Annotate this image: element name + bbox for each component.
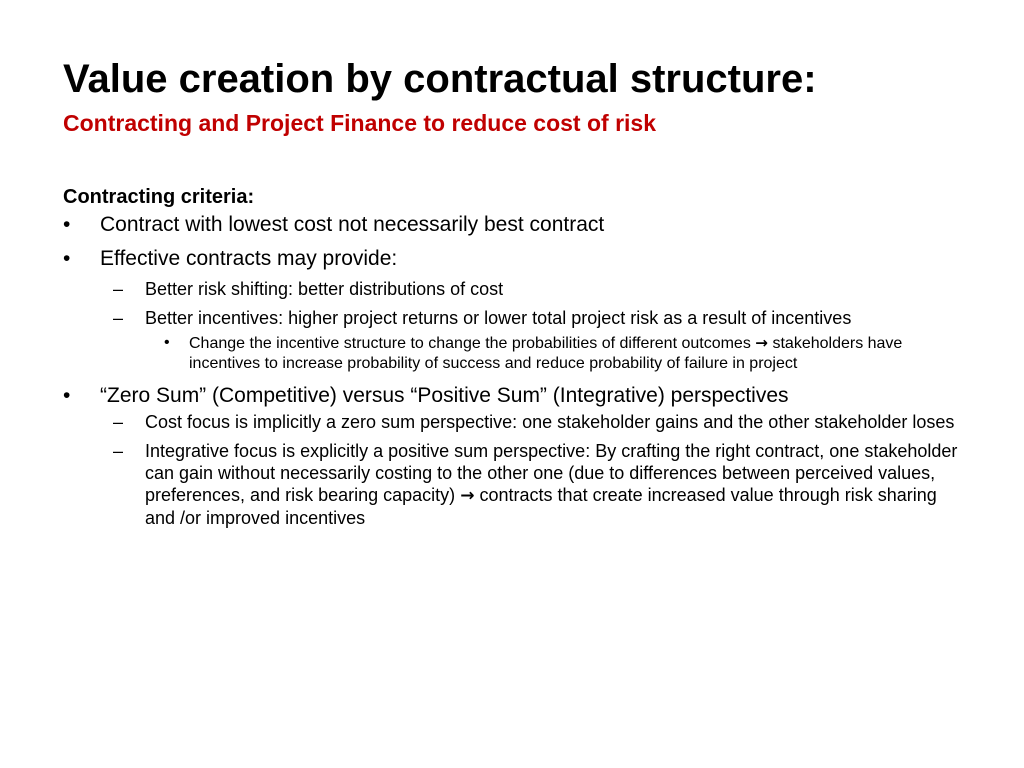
sub-bullet-marker: • [164, 334, 170, 351]
right-arrow-icon: → [460, 486, 475, 506]
slide-title: Value creation by contractual structure: [63, 57, 817, 101]
bullet-item [63, 246, 963, 271]
section-heading: Contracting criteria: [63, 186, 255, 208]
bullet-marker: • [63, 213, 71, 236]
bullet-text: “Zero Sum” (Competitive) versus “Positive Sum” (Integrative) perspectives [100, 384, 789, 407]
dash-text-after-arrow: contracts that create increased value through risk sharing and /or improved incentives [145, 485, 937, 528]
dash-text: Better incentives: higher project returns or lower total project risk as a result of incentives [145, 308, 852, 328]
sub-bullet-text-before-arrow: Change the incentive structure to change the probabilities of different outcomes [189, 335, 751, 352]
dash-text-before-arrow: Integrative focus is explicitly a positive sum perspective: By crafting the right contract, one stakeholder can gain without necessarily costing to the other one (due to differences between perceived values, preferences, and risk bearing capacity) [145, 441, 958, 505]
dash-marker: – [113, 279, 124, 299]
bullet-item [63, 383, 963, 408]
bullet-text: Contract with lowest cost not necessarily best contract [100, 213, 605, 236]
dash-text: Cost focus is implicitly a zero sum perspective: one stakeholder gains and the other stakeholder loses [145, 412, 955, 432]
bullet-marker: • [63, 384, 71, 407]
dash-marker: – [113, 412, 124, 432]
bullet-marker: • [63, 247, 71, 270]
dash-marker: – [113, 441, 124, 461]
slide-subtitle: Contracting and Project Finance to reduce cost of risk [63, 110, 657, 136]
right-arrow-icon: → [755, 334, 769, 352]
slide-body [63, 182, 963, 529]
dash-item [63, 307, 963, 329]
bullet-item [63, 212, 963, 237]
bullet-text: Effective contracts may provide: [100, 247, 398, 270]
dash-item [63, 278, 963, 300]
sub-bullet-item [63, 333, 949, 374]
dash-marker: – [113, 308, 124, 328]
dash-item [63, 440, 963, 529]
dash-text: Better risk shifting: better distributions of cost [145, 279, 504, 299]
dash-item [63, 411, 963, 433]
sub-bullet-text-after-arrow: stakeholders have incentives to increase probability of success and reduce probability of failure in project [189, 335, 903, 372]
